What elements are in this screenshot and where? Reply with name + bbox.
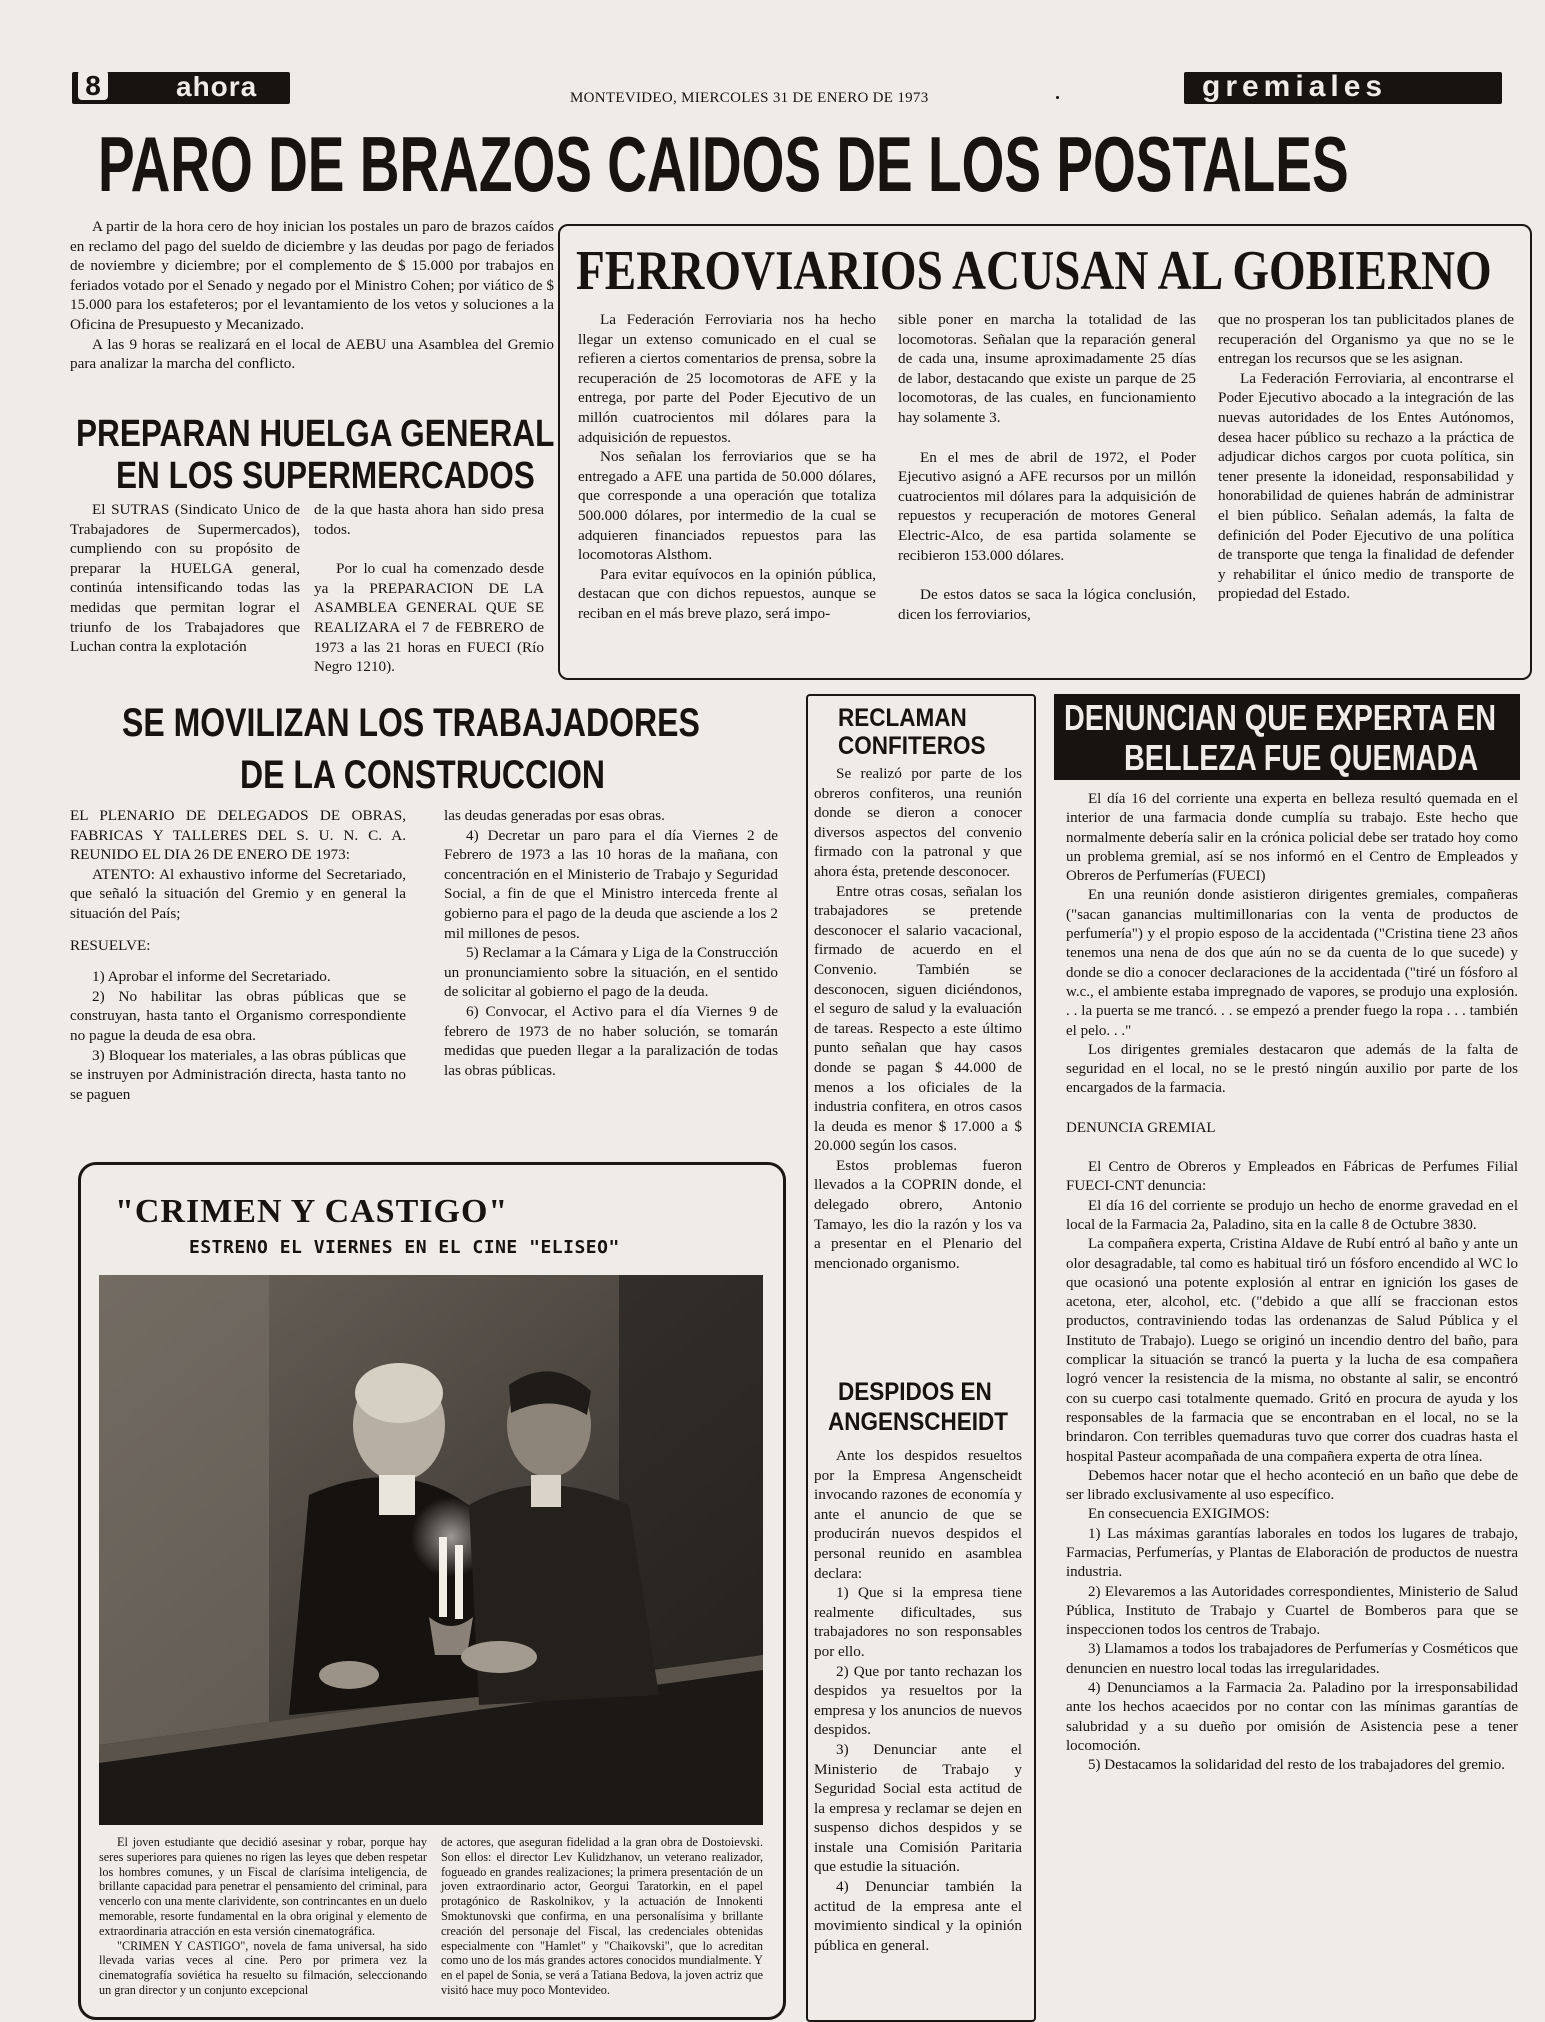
construccion-paragraph: RESUELVE: <box>70 936 151 954</box>
crimen-paragraph: "CRIMEN Y CASTIGO", novela de fama universal, ha sido llevada varias veces al cine. Pero por primera vez la cinematografía soviética ha resuelto su filmación, seleccionando un gran director y un conjunto excepcional <box>99 1938 427 1997</box>
construccion-paragraph: 4) Decretar un paro para el día Viernes 2 de Febrero de 1973 a las 10 horas de la mañana, con concentración en el Ministerio de Trabajo y Seguridad Social, a fin de que el Ministro interceda frente al gobierno para el pago de la deuda que asciende a los 2 mil millones de pesos. <box>444 826 778 942</box>
postales-text <box>70 217 554 374</box>
belleza-paragraph: La compañera experta, Cristina Aldave de Rubí entró al baño y ante un olor desagradable, tal como es habitual tiró un fósforo encendido al WC lo que ocasionó una potente explosión al entrar en ignición los gases de acetona, eter, alcohol, etc. ("debido a que allí se fraccionan estos productos, contraviniendo todas las ordenanzas de Salud Pública y el Instituto de Trabajo). Luego se originó un incendio dentro del baño, para complicar la situación se trancó la puerta y la lucha de esa compañera logró vencer la resistencia de la misma, no obstante al salir, se encontró con su cuerpo casi totalmente quemado. Gritó en procura de ayuda y los responsables de la farmacia que se encontraban en el local, no se la brindaron. Con terribles quemaduras tuvo que correr dos cuadras hasta el hospital Pasteur acompañada de una compañera experta de otra línea. <box>1066 1236 1518 1465</box>
confiteros-paragraph: Entre otras cosas, señalan los trabajadores se pretende desconocer el salario vacacional, firmado de acuerdo en el Convenio. También se desconocen, siguen diciéndonos, el seguro de salud y la evaluación de tareas. Respecto a este último punto señalan que hay casos donde se pagan $ 44.000 de menos a los oficiales de la industria confitera, en otros casos la deuda es menor $ 17.000 a $ 20.000 según los casos. <box>814 882 1022 1155</box>
ferroviarios-paragraph: En el mes de abril de 1972, el Poder Ejecutivo asignó a AFE recursos por un millón cuatrocientos mil dólares para la adquisición de repuestos y recuperación de motores General Electric-Alco, de esa partida solamente se recibieron 153.000 dólares. <box>898 448 1196 564</box>
belleza-headline-1: DENUNCIAN QUE EXPERTA EN <box>1064 697 1497 738</box>
ferroviarios-paragraph: que no prosperan los tan publicitados planes de recuperación del Organismo ya que no se le entregan los recursos que se les asignan. <box>1218 311 1514 368</box>
ferroviarios-box <box>558 224 1532 680</box>
supermercados-col-2 <box>314 500 544 677</box>
supermercados-col-1 <box>70 500 300 657</box>
confiteros-box <box>806 694 1036 2022</box>
crimen-paragraph: El joven estudiante que decidió asesinar y robar, porque hay seres superiores para quienes no rigen las leyes que deben respetar los hombres comunes, y un Fiscal de clarísima inteligencia, de brillante capacidad para penetrar el pensamiento del criminal, para vencerlo con una mente clarividente, son contrincantes en un duelo memorable, resorte fundamental en la obra original y elemento de extraordinaria atracción en esta versión cinematográfica. <box>99 1835 427 1938</box>
belleza-subhead: DENUNCIA GREMIAL <box>1066 1119 1216 1136</box>
angenscheidt-paragraph: 1) Que si la empresa tiene realmente dificultades, sus trabajadores no son responsables por ello. <box>814 1584 1022 1660</box>
postales-paragraph-2: A las 9 horas se realizará en el local de AEBU una Asamblea del Gremio para analizar la marcha del conflicto. <box>70 335 554 373</box>
print-speck <box>1056 96 1059 99</box>
construccion-paragraph: 2) No habilitar las obras públicas que se construyan, hasta tanto el Organismo correspondiente no pague la deuda de esa obra. <box>70 987 406 1044</box>
construccion-paragraph: 5) Reclamar a la Cámara y Liga de la Construcción un pronunciamiento sobre la situación, en el sentido de solicitar al gobierno el pago de la deuda. <box>444 944 778 1001</box>
belleza-paragraph: 3) Llamamos a todos los trabajadores de Perfumerías y Cosméticos que denuncien en nuestro local todas las irregularidades. <box>1066 1641 1518 1677</box>
crimen-subhead: ESTRENO EL VIERNES EN EL CINE "ELISEO" <box>189 1237 620 1258</box>
belleza-paragraph: En consecuencia EXIGIMOS: <box>1088 1506 1270 1523</box>
ferroviarios-paragraph: sible poner en marcha la totalidad de las locomotoras. Señalan que la reparación general de cada una, insume aproximadamente 25 días de labor, destacando que existe un parque de 25 locomotoras, de las cuales, en funcionamiento hay solamente 3. <box>898 311 1196 426</box>
section-name: gremiales <box>1202 70 1388 103</box>
construccion-headline-1: SE MOVILIZAN LOS TRABAJADORES <box>122 701 700 745</box>
confiteros-headline-2: CONFITEROS <box>838 732 986 760</box>
confiteros-headline-1: RECLAMAN <box>838 704 967 732</box>
belleza-paragraph: 1) Las máximas garantías laborales en todos los lugares de trabajo, Farmacias, Perfumerías, y Plantas de Elaboración de productos de nuestra industria. <box>1066 1525 1518 1581</box>
crimen-col-1 <box>99 1835 427 1998</box>
construccion-paragraph: las deudas generadas por esas obras. <box>444 807 665 824</box>
belleza-headline-box <box>1054 694 1520 780</box>
construccion-paragraph: ATENTO: Al exhaustivo informe del Secretariado, que señaló la situación del Gremio y en general la situación del País; <box>70 865 406 922</box>
supermercados-paragraph: El SUTRAS (Sindicato Unico de Trabajadores de Supermercados), cumpliendo con su propósito de preparar la HUELGA general, continúa intensificando todas las medidas que permitan lograr el triunfo de los Trabajadores que Luchan contra la explotación <box>70 501 300 656</box>
ferroviarios-paragraph: De estos datos se saca la lógica conclusión, dicen los ferroviarios, <box>898 586 1196 623</box>
construccion-paragraph: 1) Aprobar el informe del Secretariado. <box>92 968 331 986</box>
angenscheidt-headline-2: ANGENSCHEIDT <box>828 1408 1009 1436</box>
angenscheidt-paragraph: 3) Denunciar ante el Ministerio de Trabajo y Seguridad Social esta actitud de la empresa y reclamar se dejen en suspenso dichos despidos y se instale una Comisión Paritaria que estudie la situación. <box>814 1740 1022 1876</box>
belleza-paragraph: En una reunión donde asistieron dirigentes gremiales, compañeras ("sacan ganancias multimillonarias con la venta de productos de perfumería") y el propio esposo de la accidentada ("Cristina tiene 23 años tenemos una nena de dos que aún no se da cuenta de lo que sucede) y donde se dio a conocer declaraciones de la accidentada ("tiré un fósforo al w.c., el ambiente estaba impregnado de vapores, se produjo una explosión. . . la puerta se me trancó. . . se empezó a prender fuego la ropa . . . también el pelo. . ." <box>1066 887 1518 1039</box>
ferroviarios-col-1 <box>578 310 876 624</box>
belleza-paragraph: 5) Destacamos la solidaridad del resto de los trabajadores del gremio. <box>1088 1757 1505 1774</box>
construccion-paragraph: 6) Convocar, el Activo para el día Viernes 9 de febrero de 1973 de no haber solución, se tomarán medidas que pueden llegar a la paralización de todas las obras públicas. <box>444 1002 778 1079</box>
crimen-headline: "CRIMEN Y CASTIGO" <box>115 1193 509 1230</box>
supermercados-headline-1: PREPARAN HUELGA GENERAL <box>76 413 555 455</box>
ferroviarios-headline: FERROVIARIOS ACUSAN AL GOBIERNO <box>576 240 1492 302</box>
belleza-paragraph: El Centro de Obreros y Empleados en Fábricas de Perfumes Filial FUECI-CNT denuncia: <box>1066 1159 1518 1195</box>
construccion-paragraph: 3) Bloquear los materiales, a las obras públicas que se instruyen por Administración directa, hasta tanto no se paguen <box>70 1046 406 1103</box>
belleza-paragraph: El día 16 del corriente una experta en belleza resultó quemada en el interior de una farmacia donde cumplía su trabajo. Este hecho que normalmente debería salir en la crónica policial debe ser tratado hoy como un problema gremial, así se nos informó en el Centro de Empleados y Obreros de Perfumerías (FUECI) <box>1066 791 1518 885</box>
ferroviarios-paragraph: Nos señalan los ferroviarios que se ha entregado a AFE una partida de 50.000 dólares, que corresponde a una operación que totaliza 500.000 dólares, por intermedio de la cual se adquieren financiados repuestos para las locomotoras Alsthom. <box>578 448 876 564</box>
supermercados-headline-2: EN LOS SUPERMERCADOS <box>116 455 535 497</box>
dateline: MONTEVIDEO, MIERCOLES 31 DE ENERO DE 1973 <box>570 90 929 106</box>
construccion-paragraph: EL PLENARIO DE DELEGADOS DE OBRAS, FABRICAS Y TALLERES DEL S. U. N. C. A. REUNIDO EL DIA 26 DE ENERO DE 1973: <box>70 807 406 864</box>
supermercados-paragraph: de la que hasta ahora han sido presa todos. <box>314 501 544 538</box>
construccion-col-1 <box>70 806 406 1104</box>
masthead <box>72 72 1502 108</box>
postales-headline: PARO DE BRAZOS CAIDOS DE LOS POSTALES <box>98 120 1349 208</box>
angenscheidt-paragraph: Ante los despidos resueltos por la Empresa Angenscheidt invocando razones de economía y ante el anuncio de que se producirán nuevos despidos el personal reunido en asamblea declara: <box>814 1447 1022 1582</box>
belleza-paragraph: 4) Denunciamos a la Farmacia 2a. Paladino por la irresponsabilidad ante los hechos acaecidos por no contar con las mínimas garantías de salubridad y a su dueño por omisión de Asistencia pese a tener locomoción. <box>1066 1680 1518 1754</box>
belleza-paragraph: 2) Elevaremos a las Autoridades correspondientes, Ministerio de Salud Pública, Instituto de Trabajo y Cuartel de Bomberos para que se inspeccionen todos los centros de Trabajo. <box>1066 1583 1518 1639</box>
ferroviarios-paragraph: Para evitar equívocos en la opinión pública, destacan que con dichos repuestos, aunque se reciban en el más breve plazo, será impo- <box>578 565 876 622</box>
angenscheidt-headline-1: DESPIDOS EN <box>838 1378 992 1406</box>
ferroviarios-col-2 <box>898 310 1196 624</box>
crimen-paragraph: de actores, que aseguran fidelidad a la gran obra de Dostoievski. Son ellos: el director Lev Kulidzhanov, un veterano realizador, fogueado en grandes realizaciones; la primera presentación de un joven extraordinario actor, Georgui Taratorkin, en el papel protagónico de Raskolnikov, y la actuación de Innokenti Smoktunovski que confirma, en una personalísima y brillante creación del personaje del Fiscal, las credenciales obtenidas especialmente con "Hamlet" y "Chaikovski", que lo acreditan como uno de los más grandes actores conocidos mundialmente. Y en el papel de Sonia, se verá a Tatiana Bedova, la joven actriz que visitó hace muy poco Montevideo. <box>441 1835 763 1997</box>
section-tab <box>1184 72 1502 104</box>
supermercados-paragraph: Por lo cual ha comenzado desde ya la PREPARACION DE LA ASAMBLEA GENERAL QUE SE REALIZARA el 7 de FEBRERO de 1973 a las 21 horas en FUECI (Río Negro 1210). <box>314 560 544 676</box>
construccion-col-2 <box>444 806 778 1080</box>
ferroviarios-col-3 <box>1218 310 1514 604</box>
confiteros-paragraph: Estos problemas fueron llevados a la COPRIN donde, el delegado obrero, Antonio Tamayo, les dio la razón y los va a presentar en el Plenario del mencionado organismo. <box>814 1156 1022 1272</box>
film-still-illustration <box>99 1275 763 1825</box>
crimen-box <box>78 1162 786 2020</box>
belleza-paragraph: Debemos hacer notar que el hecho aconteció en un baño que debe de ser librado exclusivamente al uso específico. <box>1066 1467 1518 1504</box>
film-still-photo <box>99 1275 763 1825</box>
crimen-col-2 <box>441 1835 763 1998</box>
angenscheidt-paragraph: 2) Que por tanto rechazan los despidos ya resueltos por la empresa y los anuncios de nuevos despidos. <box>814 1662 1022 1739</box>
construccion-headline-2: DE LA CONSTRUCCION <box>240 753 606 797</box>
page-number-box <box>72 72 290 104</box>
paper-name: ahora <box>176 71 258 102</box>
belleza-headline-2: BELLEZA FUE QUEMADA <box>1124 737 1479 778</box>
belleza-text <box>1066 790 1518 1776</box>
angenscheidt-paragraph: 4) Denunciar también la actitud de la empresa ante el movimiento sindical y la opinión pública en general. <box>814 1878 1022 1954</box>
confiteros-paragraph: Se realizó por parte de los obreros confiteros, una reunión donde se dieron a conocer diversos aspectos del convenio firmado con la patronal y que ahora ésta, pretende desconocer. <box>814 765 1022 880</box>
ferroviarios-paragraph: La Federación Ferroviaria nos ha hecho llegar un extenso comunicado en el cual se refieren a ciertos comentarios de prensa, sobre la recuperación de 25 locomotoras de AFE y la entrega, por parte del Poder Ejecutivo de un millón cuatrocientos mil dólares para la adquisición de repuestos. <box>578 311 876 446</box>
confiteros-text <box>814 764 1022 1273</box>
postales-paragraph-1: A partir de la hora cero de hoy inician los postales un paro de brazos caídos en reclamo del pago del sueldo de diciembre y las deudas por pago de feriados de noviembre y diciembre; por el complemento de $ 15.000 por trabajos en feriados votado por el Senado y negado por el Ministro Cohen; por viático de $ 15.000 para los estafeteros; por el levantamiento de los vetos y soluciones a la Oficina de Presupuesto y Mecanizado. <box>70 218 554 333</box>
page-number: 8 <box>78 70 108 100</box>
belleza-paragraph: El día 16 del corriente se produjo un hecho de enorme gravedad en el local de la Farmacia 2a, Paladino, sita en la calle 8 de Octubre 3830. <box>1066 1197 1518 1233</box>
angenscheidt-text <box>814 1446 1022 1955</box>
belleza-paragraph: Los dirigentes gremiales destacaron que además de la falta de seguridad en el local, no se le prestó ningún auxilio por parte de los encargados de la farmacia. <box>1066 1041 1518 1097</box>
ferroviarios-paragraph: La Federación Ferroviaria, al encontrarse el Poder Ejecutivo abocado a la integración de las nuevas autoridades de los Entes Autónomos, desea hacer público su rechazo a la práctica de adjudicar dichos cargos por cuota política, sin tener presente la idoneidad, responsabilidad y honorabilidad de quienes habrán de administrar el bien público. Señalan además, la falta de definición del Poder Ejecutivo de una política de transporte que tenga la finalidad de defender y rehabilitar el único medio de transporte de propiedad del Estado. <box>1218 369 1514 603</box>
